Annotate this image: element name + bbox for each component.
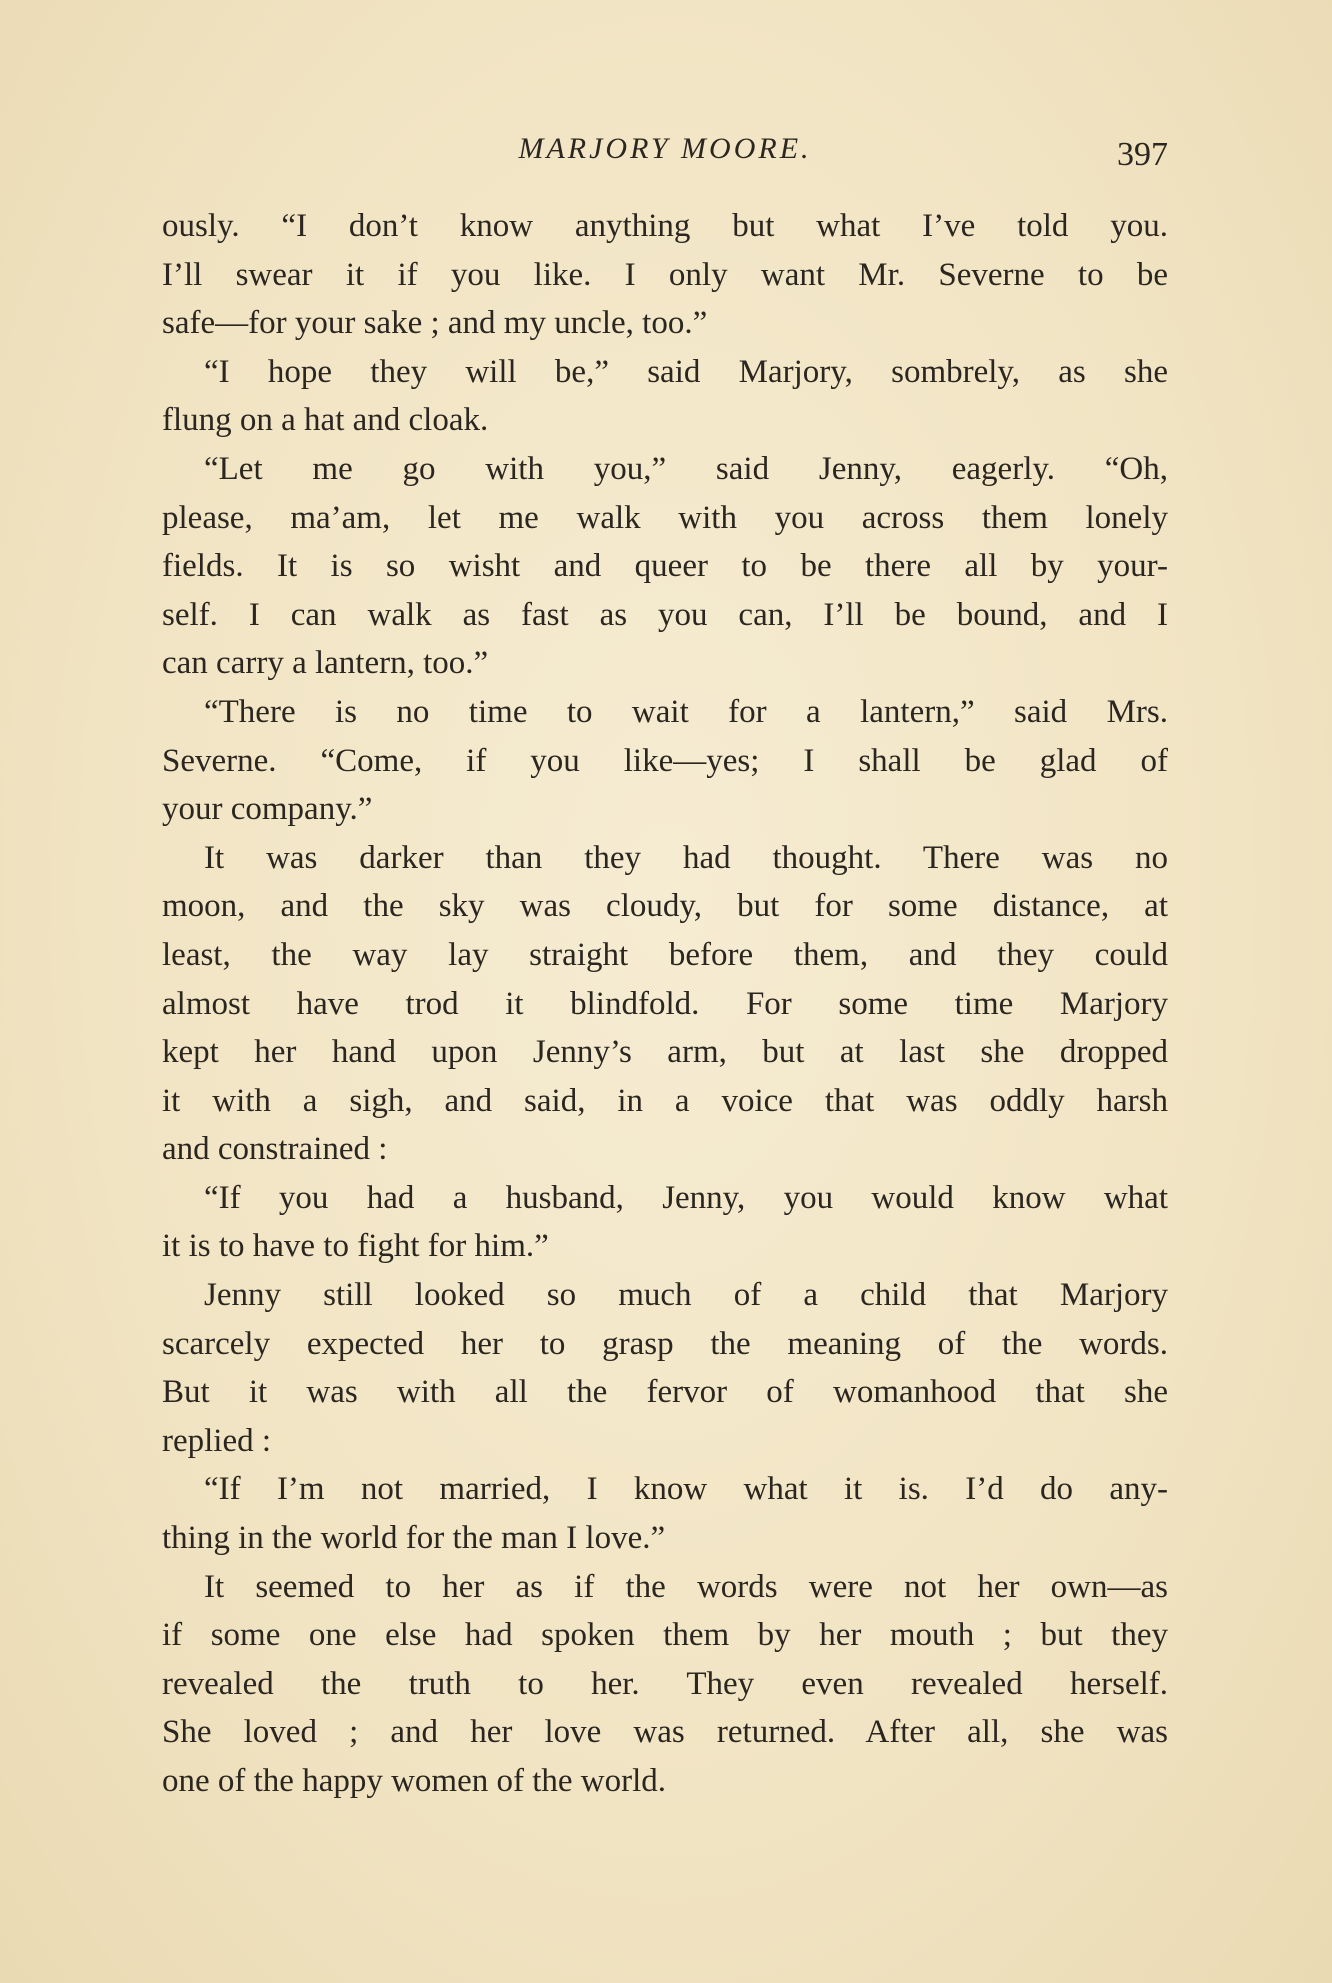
- text-line: She loved ; and her love was returned. After all, she was: [162, 1714, 1168, 1751]
- text-line: please, ma’am, let me walk with you across them lonely: [162, 499, 1168, 536]
- page-header: [162, 128, 1168, 176]
- text-line: “Let me go with you,” said Jenny, eagerly. “Oh,: [204, 450, 1168, 487]
- text-line: It was darker than they had thought. There was no: [204, 839, 1168, 876]
- text-line: self. I can walk as fast as you can, I’ll be bound, and I: [162, 596, 1168, 633]
- text-line: almost have trod it blindfold. For some time Marjory: [162, 985, 1168, 1022]
- text-line: “There is no time to wait for a lantern,” said Mrs.: [204, 693, 1168, 730]
- text-line: safe—for your sake ; and my uncle, too.”: [162, 305, 708, 342]
- text-line: least, the way lay straight before them, and they could: [162, 936, 1168, 973]
- text-line: Severne. “Come, if you like—yes; I shall be glad of: [162, 742, 1168, 779]
- text-line: it with a sigh, and said, in a voice that was oddly harsh: [162, 1082, 1168, 1119]
- text-line: and constrained :: [162, 1131, 388, 1168]
- page-number: 397: [1117, 136, 1168, 173]
- text-line: “If I’m not married, I know what it is. I’d do any-: [204, 1471, 1168, 1508]
- text-line: replied :: [162, 1422, 272, 1459]
- text-line: flung on a hat and cloak.: [162, 402, 489, 439]
- text-line: scarcely expected her to grasp the meaning of the words.: [162, 1325, 1168, 1362]
- text-line: thing in the world for the man I love.”: [162, 1520, 666, 1557]
- body-text: [162, 202, 1168, 1806]
- text-line: Jenny still looked so much of a child that Marjory: [204, 1277, 1168, 1314]
- text-line: “I hope they will be,” said Marjory, sombrely, as she: [204, 353, 1168, 390]
- text-line: ously. “I don’t know anything but what I’ve told you.: [162, 208, 1168, 244]
- text-line: if some one else had spoken them by her mouth ; but they: [162, 1617, 1168, 1654]
- text-line: It seemed to her as if the words were not her own—as: [204, 1568, 1168, 1605]
- text-line: can carry a lantern, too.”: [162, 645, 489, 682]
- text-line: revealed the truth to her. They even revealed herself.: [162, 1665, 1168, 1702]
- text-line: your company.”: [162, 791, 373, 828]
- running-title: MARJORY MOORE.: [518, 132, 812, 165]
- text-line: moon, and the sky was cloudy, but for some distance, at: [162, 888, 1168, 925]
- text-line: “If you had a husband, Jenny, you would know what: [204, 1179, 1168, 1216]
- text-line: I’ll swear it if you like. I only want Mr. Severne to be: [162, 256, 1168, 293]
- text-line: it is to have to fight for him.”: [162, 1228, 549, 1265]
- text-line: fields. It is so wisht and queer to be there all by your-: [162, 548, 1168, 585]
- text-line: kept her hand upon Jenny’s arm, but at last she dropped: [162, 1034, 1168, 1071]
- text-line: one of the happy women of the world.: [162, 1763, 667, 1799]
- text-line: But it was with all the fervor of womanhood that she: [162, 1374, 1168, 1411]
